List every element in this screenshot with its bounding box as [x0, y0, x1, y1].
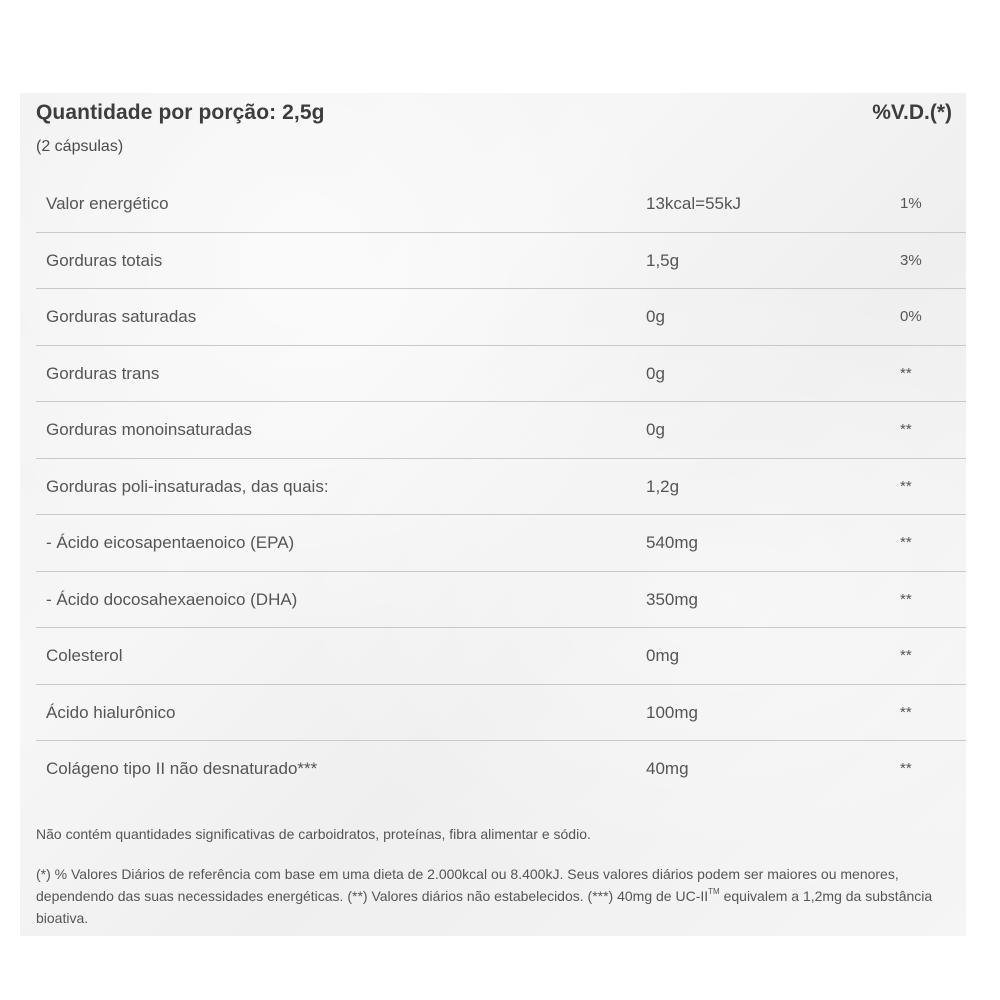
nutrient-rows: [36, 176, 966, 798]
nutrient-name: Valor energético: [46, 194, 169, 213]
table-row: [36, 628, 966, 685]
table-row: [36, 346, 966, 403]
table-row: [36, 515, 966, 572]
nutrient-amount: 1,5g: [646, 250, 680, 270]
trademark-mark: TM: [708, 887, 720, 896]
nutrient-amount: 13kcal=55kJ: [646, 194, 741, 213]
nutrient-daily-value: **: [900, 364, 912, 382]
nutrient-amount: 100mg: [646, 702, 698, 722]
table-row: [36, 233, 966, 290]
nutrient-daily-value: 1%: [900, 195, 922, 212]
table-row: [36, 289, 966, 346]
serving-subtitle: (2 cápsulas): [36, 138, 124, 155]
nutrient-daily-value: **: [900, 421, 912, 438]
nutrient-amount: 540mg: [646, 533, 698, 552]
nutrient-name: Gorduras poli-insaturadas, das quais:: [46, 476, 329, 496]
nutrient-name: Ácido hialurônico: [46, 702, 176, 722]
nutrient-daily-value: **: [900, 477, 912, 495]
nutrient-daily-value: 0%: [900, 308, 922, 325]
table-row: [36, 176, 966, 233]
footnote-text: (*) % Valores Diários de referência com base em uma dieta de 2.000kcal ou 8.400kJ. Seus valores diários podem ser maiores ou menores, dependendo das suas necessidades energéticas. (**) Valores diários não estabelecidos. (***) 40mg de UC-II: [36, 866, 899, 904]
nutrient-name: Gorduras monoinsaturadas: [46, 420, 253, 439]
nutrient-name: Gorduras saturadas: [46, 307, 197, 326]
nutrient-amount: 40mg: [646, 759, 689, 778]
table-row: [36, 572, 966, 629]
footnote-text-end: equivalem a 1,2mg da substância bioativa.: [36, 888, 933, 926]
serving-size-title: Quantidade por porção: 2,5g: [36, 101, 325, 124]
nutrient-daily-value: **: [900, 534, 912, 551]
nutrient-daily-value: 3%: [900, 251, 922, 269]
nutrient-name: - Ácido docosahexaenoico (DHA): [46, 589, 298, 609]
no-significant-note: Não contém quantidades significativas de carboidratos, proteínas, fibra alimentar e sódio.: [36, 826, 591, 842]
table-row: [36, 402, 966, 459]
nutrient-name: Colágeno tipo II não desnaturado***: [46, 759, 318, 778]
daily-value-header: %V.D.(*): [872, 101, 952, 124]
table-row: [36, 741, 966, 798]
nutrient-amount: 1,2g: [646, 476, 680, 496]
nutrient-amount: 350mg: [646, 589, 698, 609]
nutrient-name: Colesterol: [46, 646, 123, 665]
nutrient-daily-value: **: [900, 590, 912, 608]
nutrient-amount: 0g: [646, 420, 665, 439]
nutrient-daily-value: **: [900, 703, 912, 721]
table-header: [36, 101, 952, 135]
nutrient-name: - Ácido eicosapentaenoico (EPA): [46, 533, 295, 552]
nutrient-daily-value: **: [900, 647, 912, 664]
footnotes: [36, 823, 956, 929]
nutrition-facts-panel: [20, 93, 966, 936]
nutrient-amount: 0mg: [646, 646, 680, 665]
nutrient-name: Gorduras totais: [46, 250, 163, 270]
nutrient-name: Gorduras trans: [46, 363, 160, 383]
nutrient-amount: 0g: [646, 363, 665, 383]
table-row: [36, 685, 966, 742]
table-row: [36, 459, 966, 516]
daily-value-footnote: [36, 863, 956, 929]
nutrient-amount: 0g: [646, 307, 665, 326]
nutrient-daily-value: **: [900, 760, 912, 777]
